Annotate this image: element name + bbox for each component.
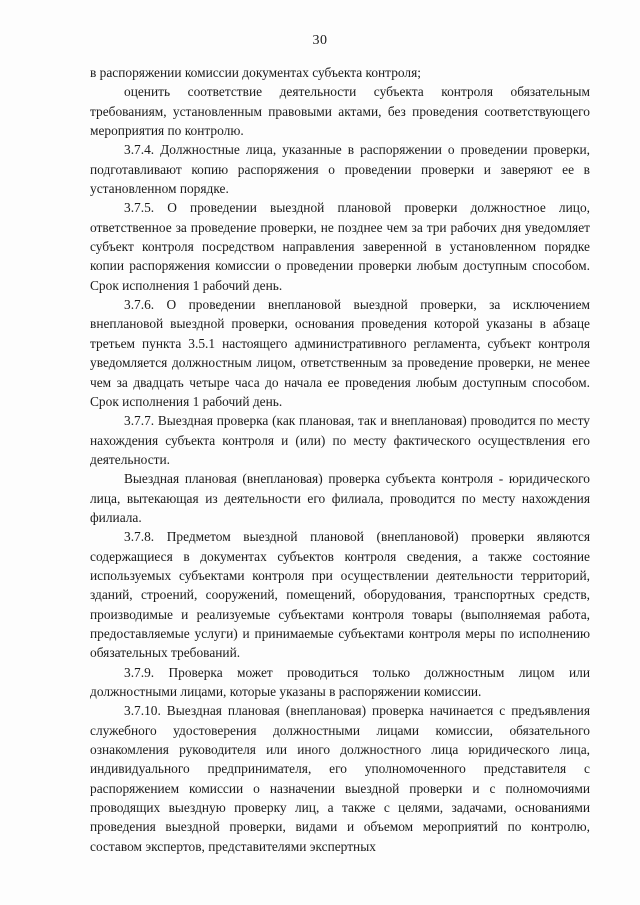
paragraph: в распоряжении комиссии документах субъекта контроля; — [90, 65, 421, 80]
paragraph-3-7-6: 3.7.6. О проведении внеплановой выездной проверки, за исключением внеплановой выездной проверки, основания проведения которой указаны в абзаце третьем пункта 3.5.1 настоящего административного регламента, субъект контроля уведомляется должностным лицом, ответственным за проведение проверки, не менее чем за двадцать четыре часа до начала ее проведения любым доступным способом. Срок исполнения 1 рабочий день. — [90, 297, 590, 409]
paragraph-3-7-5: 3.7.5. О проведении выездной плановой проверки должностное лицо, ответственное за проведение проверки, не позднее чем за три рабочих дня уведомляет субъект контроля посредством направления заверенной в установленном порядке копии распоряжения комиссии о проведении проверки любым доступным способом. Срок исполнения 1 рабочий день. — [90, 200, 590, 293]
paragraph: оценить соответствие деятельности субъекта контроля обязательным требованиям, установленным правовыми актами, без проведения соответствующего мероприятия по контролю. — [90, 84, 590, 139]
paragraph-3-7-10: 3.7.10. Выездная плановая (внеплановая) проверка начинается с предъявления служебного удостоверения должностными лицами комиссии, обязательного ознакомления руководителя или иного должностного лица юридического лица, индивидуального предпринимателя, его уполномоченного представителя с распоряжением комиссии о назначении выездной проверки и с полномочиями проводящих выездную проверку лиц, а также с целями, задачами, основаниями проведения выездной проверки, видами и объемом мероприятий по контролю, составом экспертов, представителями экспертных — [90, 703, 590, 854]
document-body — [90, 63, 590, 856]
paragraph: Выездная плановая (внеплановая) проверка субъекта контроля - юридического лица, вытекающая из деятельности его филиала, проводится по месту нахождения филиала. — [90, 471, 590, 525]
paragraph-3-7-7: 3.7.7. Выездная проверка (как плановая, так и внеплановая) проводится по месту нахождения субъекта контроля и (или) по месту фактического осуществления его деятельности. — [90, 413, 590, 467]
paragraph-3-7-8: 3.7.8. Предметом выездной плановой (внеплановой) проверки являются содержащиеся в документах субъектов контроля сведения, а также состояние используемых субъектами контроля при осуществлении деятельности территорий, зданий, строений, сооружений, помещений, оборудования, транспортных средств, производимые и реализуемые субъектами контроля товары (выполняемая работа, предоставляемые услуги) и принимаемые субъектами контроля меры по исполнению обязательных требований. — [90, 529, 590, 661]
paragraph-3-7-9: 3.7.9. Проверка может проводиться только должностным лицом или должностными лицами, которые указаны в распоряжении комиссии. — [90, 664, 590, 699]
paragraph-3-7-4: 3.7.4. Должностные лица, указанные в распоряжении о проведении проверки, подготавливают копию распоряжения о проведении проверки и заверяют ее в установленном порядке. — [90, 142, 590, 197]
page-number: 30 — [312, 33, 328, 48]
